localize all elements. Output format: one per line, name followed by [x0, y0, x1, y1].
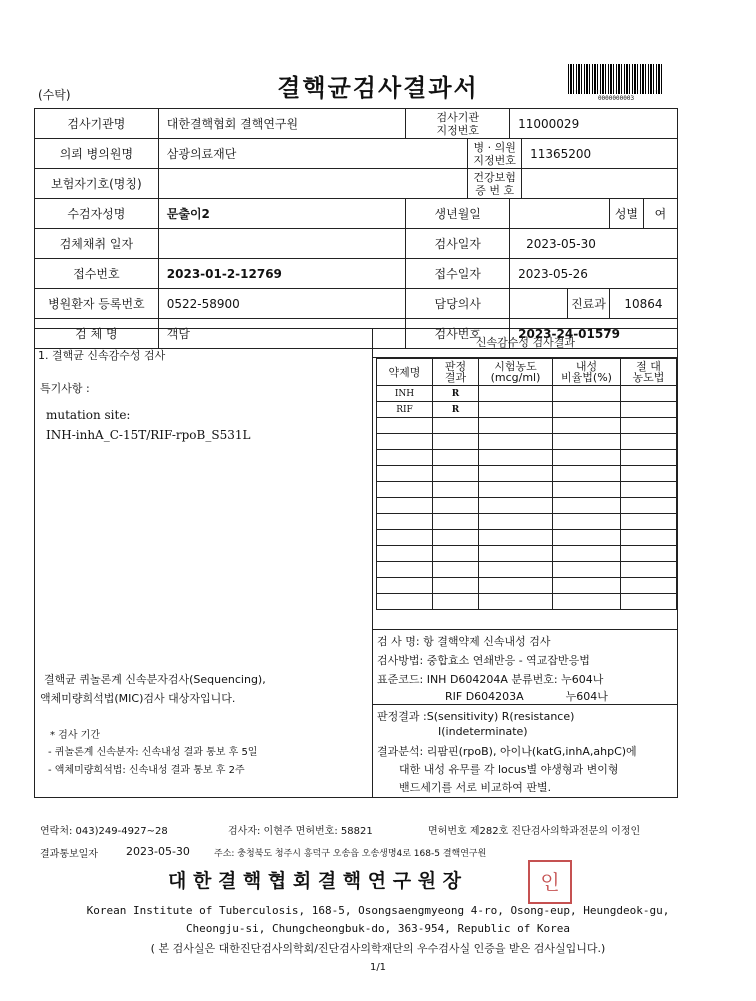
lab-name-label: 검사기관명 — [35, 109, 159, 139]
drug-cell: INH — [377, 386, 433, 402]
col-resist — [553, 359, 621, 386]
method-method: 검사방법: 중합효소 연쇄반응 - 역교잡반응법 — [377, 654, 590, 667]
clinic-id-label — [468, 139, 522, 169]
empty-cell — [433, 466, 479, 482]
empty-cell — [433, 434, 479, 450]
col-resist-line1: 내성 — [575, 360, 598, 373]
test-no-label: 검사번호 — [406, 319, 510, 349]
empty-cell — [479, 450, 553, 466]
empty-cell — [621, 450, 677, 466]
col-abs-line1: 절 대 — [636, 360, 661, 373]
table-row — [377, 386, 677, 402]
specimen-label: 검 체 명 — [35, 319, 159, 349]
empty-cell — [621, 434, 677, 450]
table-row — [377, 482, 677, 498]
report-date-label: 결과통보일자 — [40, 849, 98, 860]
empty-cell — [553, 466, 621, 482]
barcode — [568, 64, 664, 94]
empty-cell — [553, 482, 621, 498]
empty-cell — [621, 466, 677, 482]
table-row — [377, 498, 677, 514]
period-line-2: - 액체미량희석법: 신속내성 결과 통보 후 2주 — [48, 765, 245, 776]
empty-cell — [377, 418, 433, 434]
table-row — [377, 562, 677, 578]
empty-cell — [553, 578, 621, 594]
method-top-rule — [373, 629, 678, 630]
empty-cell — [553, 418, 621, 434]
note-line-1: 결핵균 퀴놀론계 신속분자검사(Sequencing), — [44, 673, 266, 686]
empty-cell — [553, 546, 621, 562]
col-judge-line1: 판정 — [444, 360, 467, 373]
col-conc-line2: (mcg/ml) — [490, 371, 541, 384]
doctor — [510, 289, 568, 319]
lab-id-label-line1: 검사기관 — [436, 110, 479, 124]
empty-cell — [479, 434, 553, 450]
col-judge — [433, 359, 479, 386]
page-number: 1/1 — [369, 962, 387, 973]
barcode-number: 0000000003 — [597, 95, 635, 102]
empty-cell — [553, 562, 621, 578]
empty-cell — [553, 514, 621, 530]
sex: 여 — [643, 199, 677, 229]
empty-cell — [479, 466, 553, 482]
col-abs-line2: 농도법 — [632, 371, 665, 384]
table-row — [377, 514, 677, 530]
remarks-label: 특기사항 : — [40, 382, 90, 395]
empty-cell — [621, 530, 677, 546]
collect-date-label: 검체채취 일자 — [35, 229, 159, 259]
dob — [510, 199, 610, 229]
table-row — [377, 402, 677, 418]
table-row — [377, 530, 677, 546]
empty-cell — [433, 514, 479, 530]
test-date: 2023-05-30 — [510, 229, 678, 259]
lab-id-label-line2: 지정번호 — [436, 123, 479, 137]
table-row — [377, 466, 677, 482]
empty-cell — [377, 562, 433, 578]
mutation-label: mutation site: — [46, 408, 131, 422]
sex-label: 성별 — [609, 199, 643, 229]
conc-cell — [479, 402, 553, 418]
empty-cell — [621, 418, 677, 434]
method-code-1: 표준코드: INH D604204A 분류번호: 누604나 — [377, 673, 604, 686]
health-no-label — [468, 169, 522, 199]
method-analysis-3: 밴드세기를 서로 비교하여 판별. — [399, 781, 552, 794]
footer-contact: 연락처: 043)249-4927~28 — [40, 826, 168, 837]
empty-cell — [479, 514, 553, 530]
abs-cell — [621, 402, 677, 418]
certification-note: ( 본 검사실은 대한진단검사의학회/진단검사의학재단의 우수검사실 인증을 받은 검사실입니다.) — [150, 942, 606, 955]
insurer — [158, 169, 467, 199]
empty-cell — [377, 530, 433, 546]
empty-cell — [433, 562, 479, 578]
reg-no: 0522-58900 — [158, 289, 406, 319]
table-row — [377, 418, 677, 434]
empty-cell — [479, 594, 553, 610]
abs-cell — [621, 386, 677, 402]
empty-cell — [433, 418, 479, 434]
method-analysis-2: 대한 내성 유무를 각 locus별 야생형과 변이형 — [399, 763, 619, 776]
empty-cell — [377, 594, 433, 610]
empty-cell — [621, 594, 677, 610]
period-title: * 검사 기간 — [50, 730, 100, 741]
empty-cell — [377, 434, 433, 450]
receipt-no: 2023-01-2-12769 — [158, 259, 406, 289]
specimen: 객담 — [158, 319, 406, 349]
method-analysis-1: 결과분석: 리팜핀(rpoB), 아이나(katG,inhA,ahpC)에 — [377, 745, 637, 758]
test-no: 2023-24-01579 — [510, 319, 678, 349]
lab-id-label — [406, 109, 510, 139]
result-cell: R — [433, 386, 479, 402]
insurer-label: 보험자기호(명칭) — [35, 169, 159, 199]
empty-cell — [433, 578, 479, 594]
empty-cell — [479, 546, 553, 562]
footer-specialist: 면허번호 제282호 진단검사의학과전문의 이정인 — [428, 826, 641, 837]
doctor-label: 담당의사 — [406, 289, 510, 319]
empty-cell — [553, 594, 621, 610]
table-row — [377, 546, 677, 562]
col-conc — [479, 359, 553, 386]
report-date: 2023-05-30 — [126, 845, 190, 858]
health-no-label-line2: 증 번 호 — [475, 183, 515, 197]
empty-cell — [621, 546, 677, 562]
drug-cell: RIF — [377, 402, 433, 418]
collect-date — [158, 229, 406, 259]
empty-cell — [553, 434, 621, 450]
org-name: 대 한 결 핵 협 회 결 핵 연 구 원 장 — [168, 870, 462, 892]
empty-cell — [621, 562, 677, 578]
empty-cell — [377, 498, 433, 514]
health-no — [522, 169, 678, 199]
method-mid-rule — [373, 704, 678, 705]
table-row — [377, 578, 677, 594]
empty-cell — [479, 578, 553, 594]
empty-cell — [553, 498, 621, 514]
lab-id: 11000029 — [510, 109, 678, 139]
receipt-date: 2023-05-26 — [510, 259, 678, 289]
col-resist-line2: 비율법(%) — [561, 371, 612, 384]
hospital: 삼광의료재단 — [158, 139, 467, 169]
table-row — [377, 594, 677, 610]
period-line-1: - 퀴놀론계 신속분자: 신속내성 결과 통보 후 5일 — [48, 747, 258, 758]
pane-divider — [372, 328, 373, 798]
patient-name: 문출이2 — [158, 199, 406, 229]
dob-label: 생년월일 — [406, 199, 510, 229]
page-title: 결핵균검사결과서 — [277, 73, 479, 102]
resist-cell — [553, 402, 621, 418]
hospital-label: 의뢰 병의원명 — [35, 139, 159, 169]
reg-no-label: 병원환자 등록번호 — [35, 289, 159, 319]
address-en-2: Cheongju-si, Chungcheongbuk-do, 363-954, Republic of Korea — [185, 922, 571, 935]
empty-cell — [479, 562, 553, 578]
empty-cell — [621, 514, 677, 530]
empty-cell — [433, 482, 479, 498]
table-row — [377, 434, 677, 450]
lab-name: 대한결핵협회 결핵연구원 — [158, 109, 406, 139]
susceptibility-table — [376, 358, 677, 610]
empty-cell — [433, 450, 479, 466]
empty-cell — [377, 514, 433, 530]
result-cell: R — [433, 402, 479, 418]
empty-cell — [479, 482, 553, 498]
empty-cell — [553, 450, 621, 466]
dept-label: 진료과 — [568, 289, 610, 319]
empty-cell — [433, 498, 479, 514]
method-judge-1: 판정결과 :S(sensitivity) R(resistance) — [377, 710, 575, 723]
resist-cell — [553, 386, 621, 402]
official-seal: 인 — [528, 860, 572, 904]
empty-cell — [479, 530, 553, 546]
receipt-no-label: 접수번호 — [35, 259, 159, 289]
clinic-id: 11365200 — [522, 139, 678, 169]
dept: 10864 — [609, 289, 677, 319]
empty-cell — [433, 594, 479, 610]
empty-cell — [433, 530, 479, 546]
empty-cell — [621, 578, 677, 594]
empty-cell — [377, 466, 433, 482]
table-row — [377, 450, 677, 466]
empty-cell — [479, 498, 553, 514]
empty-cell — [377, 482, 433, 498]
clinic-id-label-line2: 지정번호 — [473, 153, 516, 167]
patient-label: 수검자성명 — [35, 199, 159, 229]
health-no-label-line1: 건강보험 — [473, 170, 516, 184]
col-judge-line2: 결과 — [444, 371, 467, 384]
address-kr: 주소: 충청북도 청주시 흥덕구 오송읍 오송생명4로 168-5 결핵연구원 — [214, 849, 487, 859]
empty-cell — [621, 482, 677, 498]
empty-cell — [479, 418, 553, 434]
copy-type: (수탁) — [38, 88, 71, 102]
col-conc-line1: 시험농도 — [494, 360, 537, 373]
info-table — [34, 108, 678, 349]
empty-cell — [433, 546, 479, 562]
mutation-value: INH-inhA_C-15T/RIF-rpoB_S531L — [46, 428, 251, 442]
col-abs — [621, 359, 677, 386]
col-drug: 약제명 — [377, 359, 433, 386]
empty-cell — [553, 530, 621, 546]
susceptibility-title: 신속감수성 검사결과 — [373, 328, 678, 358]
receipt-date-label: 접수일자 — [406, 259, 510, 289]
empty-cell — [377, 578, 433, 594]
note-line-2: 액체미량희석법(MIC)검사 대상자입니다. — [40, 692, 236, 705]
method-name: 검 사 명: 항 결핵약제 신속내성 검사 — [377, 635, 551, 648]
method-code-2: RIF D604203A 누604나 — [445, 690, 608, 703]
empty-cell — [621, 498, 677, 514]
clinic-id-label-line1: 병 · 의원 — [473, 140, 516, 154]
footer-tester: 검사자: 이현주 면허번호: 58821 — [228, 826, 373, 837]
section-title: 1. 결핵균 신속감수성 검사 — [38, 349, 166, 362]
address-en-1: Korean Institute of Tuberculosis, 168-5, Osongsaengmyeong 4-ro, Osong-eup, Heungdeok-gu, — [86, 904, 670, 917]
empty-cell — [377, 546, 433, 562]
conc-cell — [479, 386, 553, 402]
method-judge-2: I(indeterminate) — [438, 725, 528, 738]
test-date-label: 검사일자 — [406, 229, 510, 259]
empty-cell — [377, 450, 433, 466]
